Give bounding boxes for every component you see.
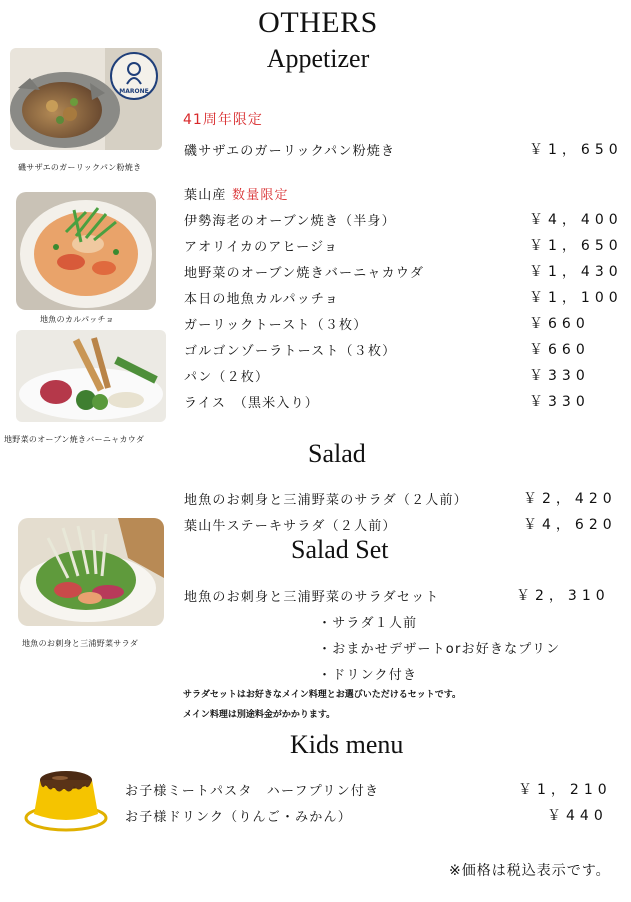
menu-item-price: ￥440	[547, 808, 608, 824]
menu-item-price: ￥1，210	[518, 782, 612, 798]
menu-item-price: ￥4，400	[529, 212, 623, 228]
tax-note: ※価格は税込表示です。	[449, 863, 611, 879]
menu-item-name: お子様ドリンク（りんご・みかん）	[125, 810, 352, 825]
menu-item-price: ￥1，100	[529, 290, 623, 306]
limited-label: 数量限定	[231, 188, 289, 203]
salad-set-note: メイン料理は別途料金がかかります。	[183, 710, 336, 720]
menu-item-name: お子様ミートパスタ ハーフプリン付き	[125, 784, 380, 799]
menu-item-price: ￥660	[529, 342, 590, 358]
caption-salad: 地魚のお刺身と三浦野菜サラダ	[22, 639, 139, 648]
section-title-salad: Salad	[308, 439, 366, 468]
origin-label	[184, 184, 289, 203]
logo-text: MARONE	[119, 88, 149, 95]
menu-item-name: 地野菜のオーブン焼きバーニャカウダ	[184, 266, 425, 281]
caption-carpaccio: 地魚のカルパッチョ	[40, 315, 114, 324]
menu-item-price: ￥2，420	[523, 491, 617, 507]
anniversary-label: 41周年限定	[183, 112, 263, 128]
carpaccio-photo	[16, 192, 156, 310]
set-include-item: ・ドリンク付き	[318, 668, 418, 683]
menu-item-name: 葉山牛ステーキサラダ（２人前）	[184, 519, 397, 534]
section-title-appetizer: Appetizer	[266, 44, 370, 73]
menu-item-name: 磯サザエのガーリックパン粉焼き	[184, 144, 396, 159]
caption-sazae: 磯サザエのガーリックパン粉焼き	[18, 163, 142, 172]
salad-set-note: サラダセットはお好きなメイン料理とお選びいただけるセットです。	[183, 690, 462, 700]
menu-item-name: ガーリックトースト（３枚）	[184, 318, 368, 333]
set-include-item: ・おまかせデザートorお好きなプリン	[318, 642, 561, 657]
pudding-icon	[24, 758, 108, 834]
caption-bagna-cauda: 地野菜のオーブン焼きバーニャカウダ	[4, 435, 145, 444]
menu-item-name: ゴルゴンゾーラトースト（３枚）	[184, 344, 397, 359]
menu-item-name: アオリイカのアヒージョ	[184, 240, 339, 255]
set-include-item: ・サラダ１人前	[318, 616, 418, 631]
restaurant-logo	[110, 52, 158, 100]
menu-item-name: 本日の地魚カルパッチョ	[184, 292, 339, 307]
chef-icon	[122, 60, 146, 86]
section-title-salad-set: Salad Set	[291, 535, 389, 564]
menu-item-price: ￥2，310	[516, 588, 610, 604]
bagna-cauda-photo	[16, 330, 166, 422]
menu-item-name: ライス （黒米入り）	[184, 396, 319, 411]
menu-item-price: ￥1，430	[529, 264, 623, 280]
menu-item-price: ￥1，650	[529, 238, 623, 254]
menu-item-price: ￥330	[529, 394, 590, 410]
menu-item-price: ￥330	[529, 368, 590, 384]
menu-item-price: ￥1，650	[529, 142, 623, 158]
menu-item-name: 地魚のお刺身と三浦野菜のサラダ（２人前）	[184, 493, 468, 508]
menu-item-name: パン（２枚）	[184, 370, 270, 385]
salad-photo	[18, 518, 164, 626]
sazae-photo	[10, 48, 162, 150]
menu-item-price: ￥660	[529, 316, 590, 332]
page-title: OTHERS	[258, 6, 378, 39]
menu-item-price: ￥4，620	[523, 517, 617, 533]
menu-item-name: 伊勢海老のオーブン焼き（半身）	[184, 214, 396, 229]
section-title-kids: Kids menu	[290, 730, 404, 759]
menu-item-name: 地魚のお刺身と三浦野菜のサラダセット	[184, 590, 440, 605]
origin-prefix: 葉山産	[184, 188, 227, 203]
